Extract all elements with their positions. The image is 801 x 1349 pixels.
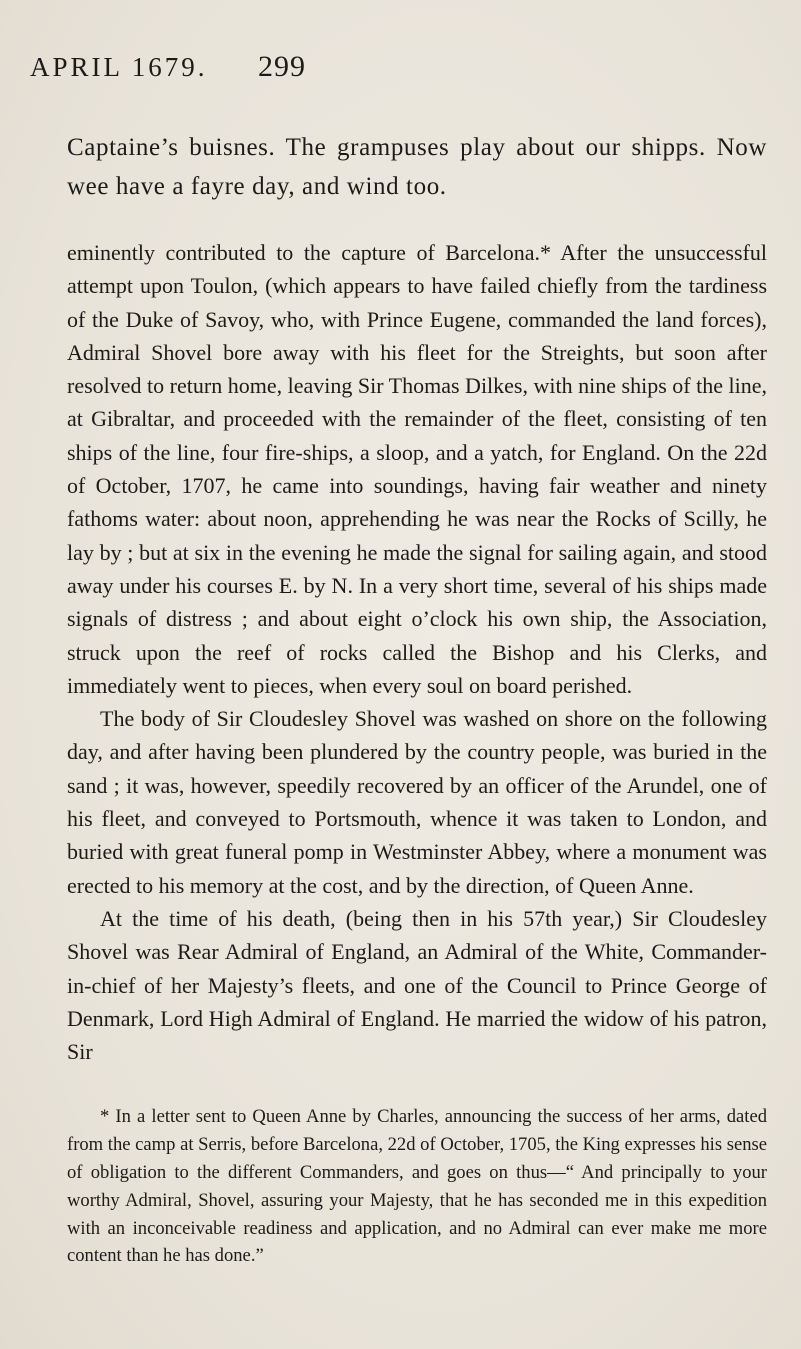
diary-continuation: Captaine’s buisnes. The grampuses play about our shipps. Now wee have a fayre day, and wind too. bbox=[67, 134, 767, 200]
page-number: 299 bbox=[258, 50, 306, 83]
main-text bbox=[67, 128, 767, 1270]
paragraph-body-recovered: The body of Sir Cloudesley Shovel was washed on shore on the following day, and after having been plundered by the country people, was buried in the sand ; it was, however, speedily recovered by an officer of the Arundel, one of his fleet, and conveyed to Portsmouth, whence it was taken to London, and buried with great funeral pomp in Westminster Abbey, where a monument was erected to his memory at the cost, and by the direction, of Queen Anne. bbox=[67, 706, 767, 898]
page-header bbox=[30, 50, 730, 90]
running-head: APRIL 1679. bbox=[30, 52, 208, 82]
paragraph-barcelona: eminently contributed to the capture of Barcelona.* After the unsuccessful attempt upon Toulon, (which appears to have failed chiefly from the tardiness of the Duke of Savoy, who, with Prince Eugene, commanded the land forces), Admiral Shovel bore away with his fleet for the Streights, but soon after resolved to return home, leaving Sir Thomas Dilkes, with nine ships of the line, at Gibraltar, and proceeded with the remainder of the fleet, consisting of ten ships of the line, four fire-ships, a sloop, and a yatch, for England. On the 22d of October, 1707, he came into soundings, having fair weather and ninety fathoms water: about noon, apprehending he was near the Rocks of Scilly, he lay by ; but at six in the evening he made the signal for sailing again, and stood away under his courses E. by N. In a very short time, several of his ships made signals of distress ; and about eight o’clock his own ship, the Association, struck upon the reef of rocks called the Bishop and his Clerks, and immediately went to pieces, when every soul on board perished. bbox=[67, 240, 767, 698]
paragraph-death: At the time of his death, (being then in his 57th year,) Sir Cloudesley Shovel was Rear Admiral of England, an Admiral of the White, Commander-in-chief of her Majesty’s fleets, and one of the Council to Prince George of Denmark, Lord High Admiral of England. He married the widow of his patron, Sir bbox=[67, 905, 767, 1065]
footnote: * In a letter sent to Queen Anne by Charles, announcing the success of her arms, dated from the camp at Serris, before Barcelona, 22d of October, 1705, the King expresses his sense of obligation to the different Commanders, and goes on thus—“ And principally to your worthy Admiral, Shovel, assuring your Majesty, that he has seconded me in this expedition with an inconceivable readiness and application, and no Admiral can ever make me more content than he has done.” bbox=[67, 1106, 767, 1267]
